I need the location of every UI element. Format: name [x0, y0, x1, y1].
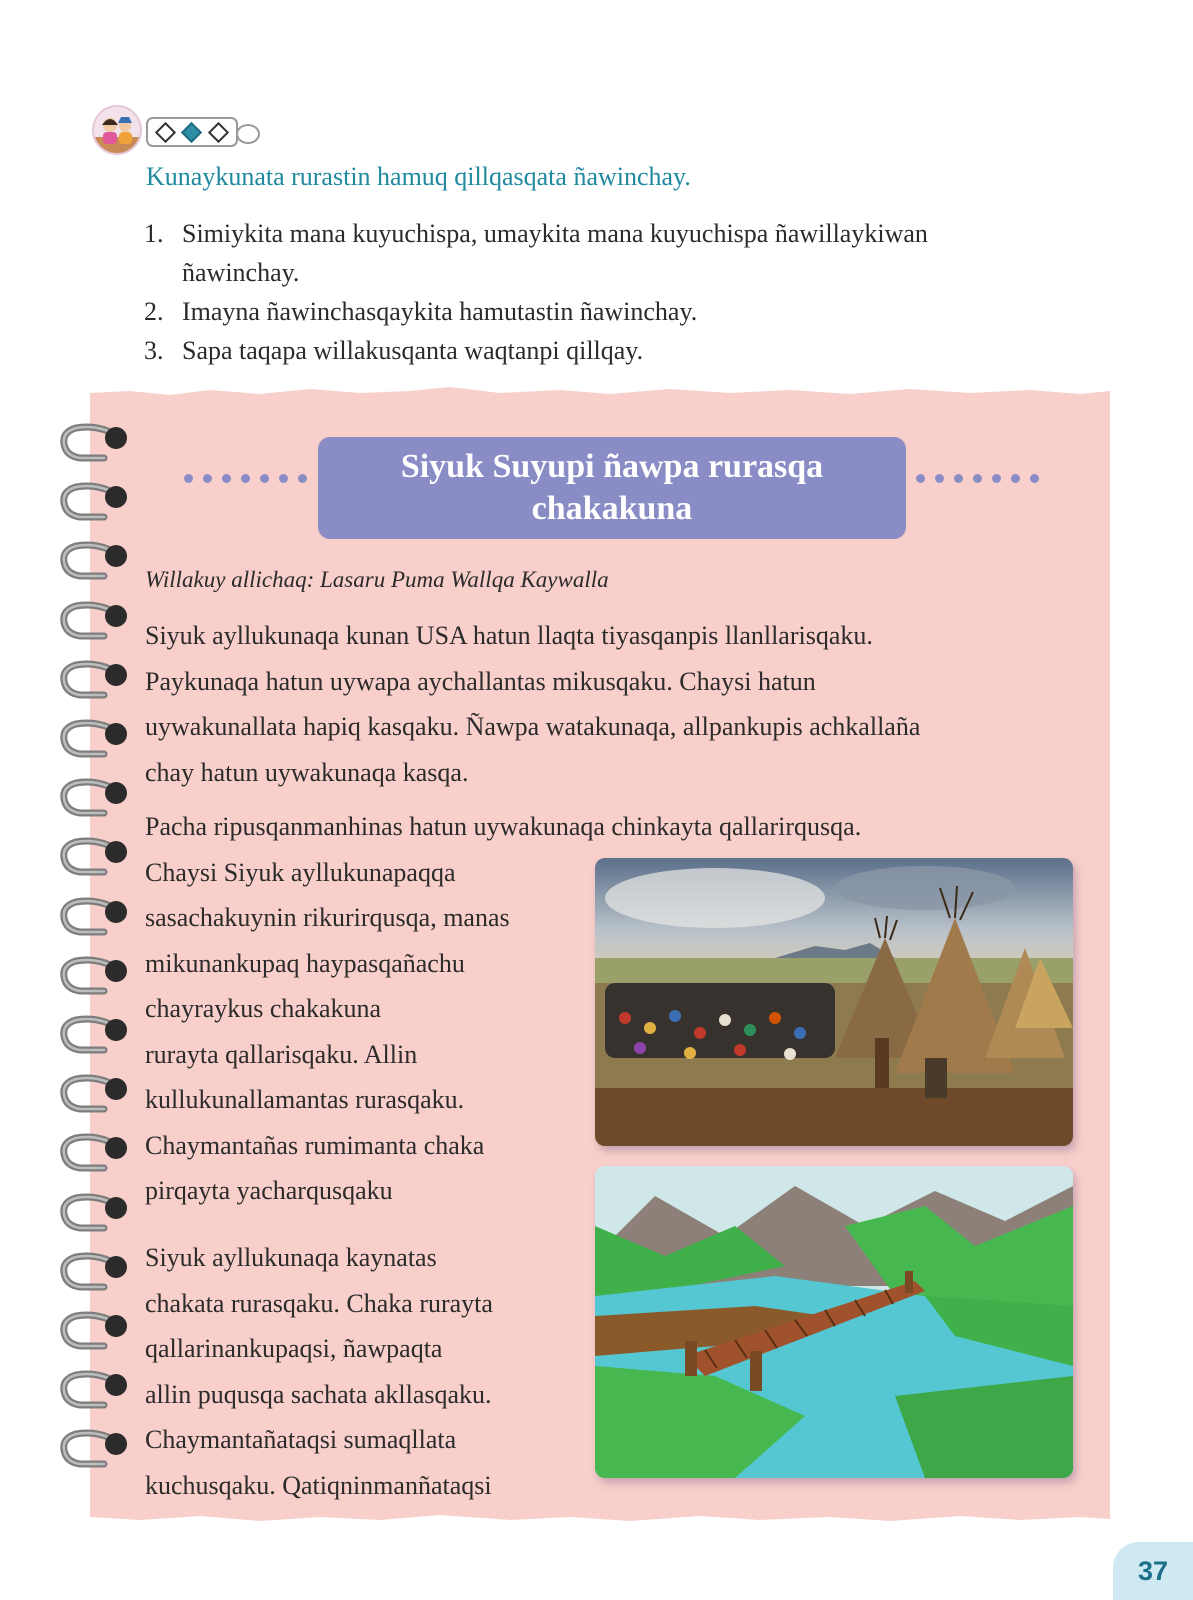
- step-text-line: Simiykita mana kuyuchispa, umaykita mana kuyuchispa ñawillaykiwan: [182, 219, 928, 248]
- page-number: 37: [1113, 1542, 1193, 1600]
- instruction-heading: Kunaykunata rurastin hamuq qillqasqata ñawinchay.: [146, 162, 691, 191]
- step-text-line: Imayna ñawinchasqaykita hamutastin ñawinchay.: [182, 297, 698, 326]
- text-line: uywakunallata hapiq kasqaku. Ñawpa watakunaqa, allpankupis achkallaña: [145, 712, 921, 741]
- spiral-ring-icon: [58, 716, 130, 762]
- text-line: sasachakuynin rikurirqusqa, manas: [145, 903, 510, 932]
- spiral-ring-icon: [58, 1367, 130, 1413]
- spiral-ring-icon: [58, 657, 130, 703]
- bridge-illustration: [595, 1166, 1073, 1478]
- level-diamond-icon: [155, 121, 176, 142]
- spiral-ring-icon: [58, 1012, 130, 1058]
- text-line: mikunankupaq haypasqañachu: [145, 948, 465, 978]
- spiral-ring-icon: [58, 1071, 130, 1117]
- text-line: kuchusqaku. Qatiqninmanñataqsi: [145, 1470, 492, 1500]
- text-line: Chaymantañas rumimanta chaka: [145, 1130, 485, 1160]
- text-line: Siyuk ayllukunaqa kunan USA hatun llaqta tiyasqanpis llanllarisqaku.: [145, 621, 873, 650]
- spiral-ring-icon: [58, 598, 130, 644]
- text-line: qallarinankupaqsi, ñawpaqta: [145, 1334, 443, 1363]
- spiral-ring-icon: [58, 775, 130, 821]
- spiral-ring-icon: [58, 834, 130, 880]
- level-indicator: [146, 117, 238, 147]
- text-line: chayraykus chakakuna: [145, 994, 382, 1023]
- spiral-ring-icon: [58, 1308, 130, 1354]
- text-line: rurayta qallarisqaku. Allin: [145, 1039, 418, 1069]
- tipi-camp-illustration: [595, 858, 1073, 1146]
- level-diamond-icon: [208, 121, 229, 142]
- torn-edge-bottom: [90, 1505, 1110, 1525]
- spiral-ring-icon: [58, 1426, 130, 1472]
- text-line: Pacha ripusqanmanhinas hatun uywakunaqa chinkayta qallarirqusqa.: [145, 812, 862, 841]
- text-line: Paykunaqa hatun uywapa aychallantas mikusqaku. Chaysi hatun: [145, 666, 816, 696]
- spiral-ring-icon: [58, 1190, 130, 1236]
- list-item: [144, 292, 928, 331]
- step-text-line: Sapa taqapa willakusqanta waqtanpi qillqay.: [182, 336, 644, 365]
- story-paragraph-1: [145, 613, 920, 795]
- story-title-line: chakakuna: [531, 490, 693, 527]
- spiral-ring-icon: [58, 420, 130, 466]
- spiral-ring-icon: [58, 1130, 130, 1176]
- spiral-ring-icon: [58, 953, 130, 999]
- story-title-line: Siyuk Suyupi ñawpa rurasqa: [400, 448, 824, 485]
- text-line: Chaymantañataqsi sumaqllata: [145, 1425, 457, 1454]
- step-text-line: ñawinchay.: [182, 258, 300, 287]
- title-dots-left: [184, 474, 307, 483]
- level-diamond-filled-icon: [181, 121, 202, 142]
- story-author: Willakuy allichaq: Lasaru Puma Wallqa Kaywalla: [145, 567, 609, 592]
- list-item: [144, 214, 928, 292]
- spiral-ring-icon: [58, 894, 130, 940]
- spiral-ring-icon: [58, 538, 130, 584]
- text-line: pirqayta yacharqusqaku: [145, 1176, 393, 1205]
- story-paragraph-3: [145, 1235, 493, 1508]
- text-line: kullukunallamantas rurasqaku.: [145, 1085, 465, 1114]
- text-line: Chaysi Siyuk ayllukunapaqqa: [145, 857, 456, 887]
- text-line: chay hatun uywakunaqa kasqa.: [145, 757, 469, 787]
- text-line: allin puqusqa sachata akllasqaku.: [145, 1379, 492, 1409]
- steps-list: [144, 214, 928, 370]
- spiral-ring-icon: [58, 1249, 130, 1295]
- text-line: chakata rurasqaku. Chaka rurayta: [145, 1288, 493, 1318]
- text-line: Siyuk ayllukunaqa kaynatas: [145, 1243, 437, 1272]
- level-tag-hook-icon: [236, 124, 260, 144]
- story-title: [318, 437, 906, 539]
- step-number: 3.: [144, 336, 164, 365]
- step-number: 1.: [144, 219, 164, 248]
- spiral-ring-icon: [58, 479, 130, 525]
- list-item: [144, 331, 928, 370]
- title-dots-right: [916, 474, 1039, 483]
- reading-children-icon: [92, 105, 142, 155]
- step-number: 2.: [144, 297, 164, 326]
